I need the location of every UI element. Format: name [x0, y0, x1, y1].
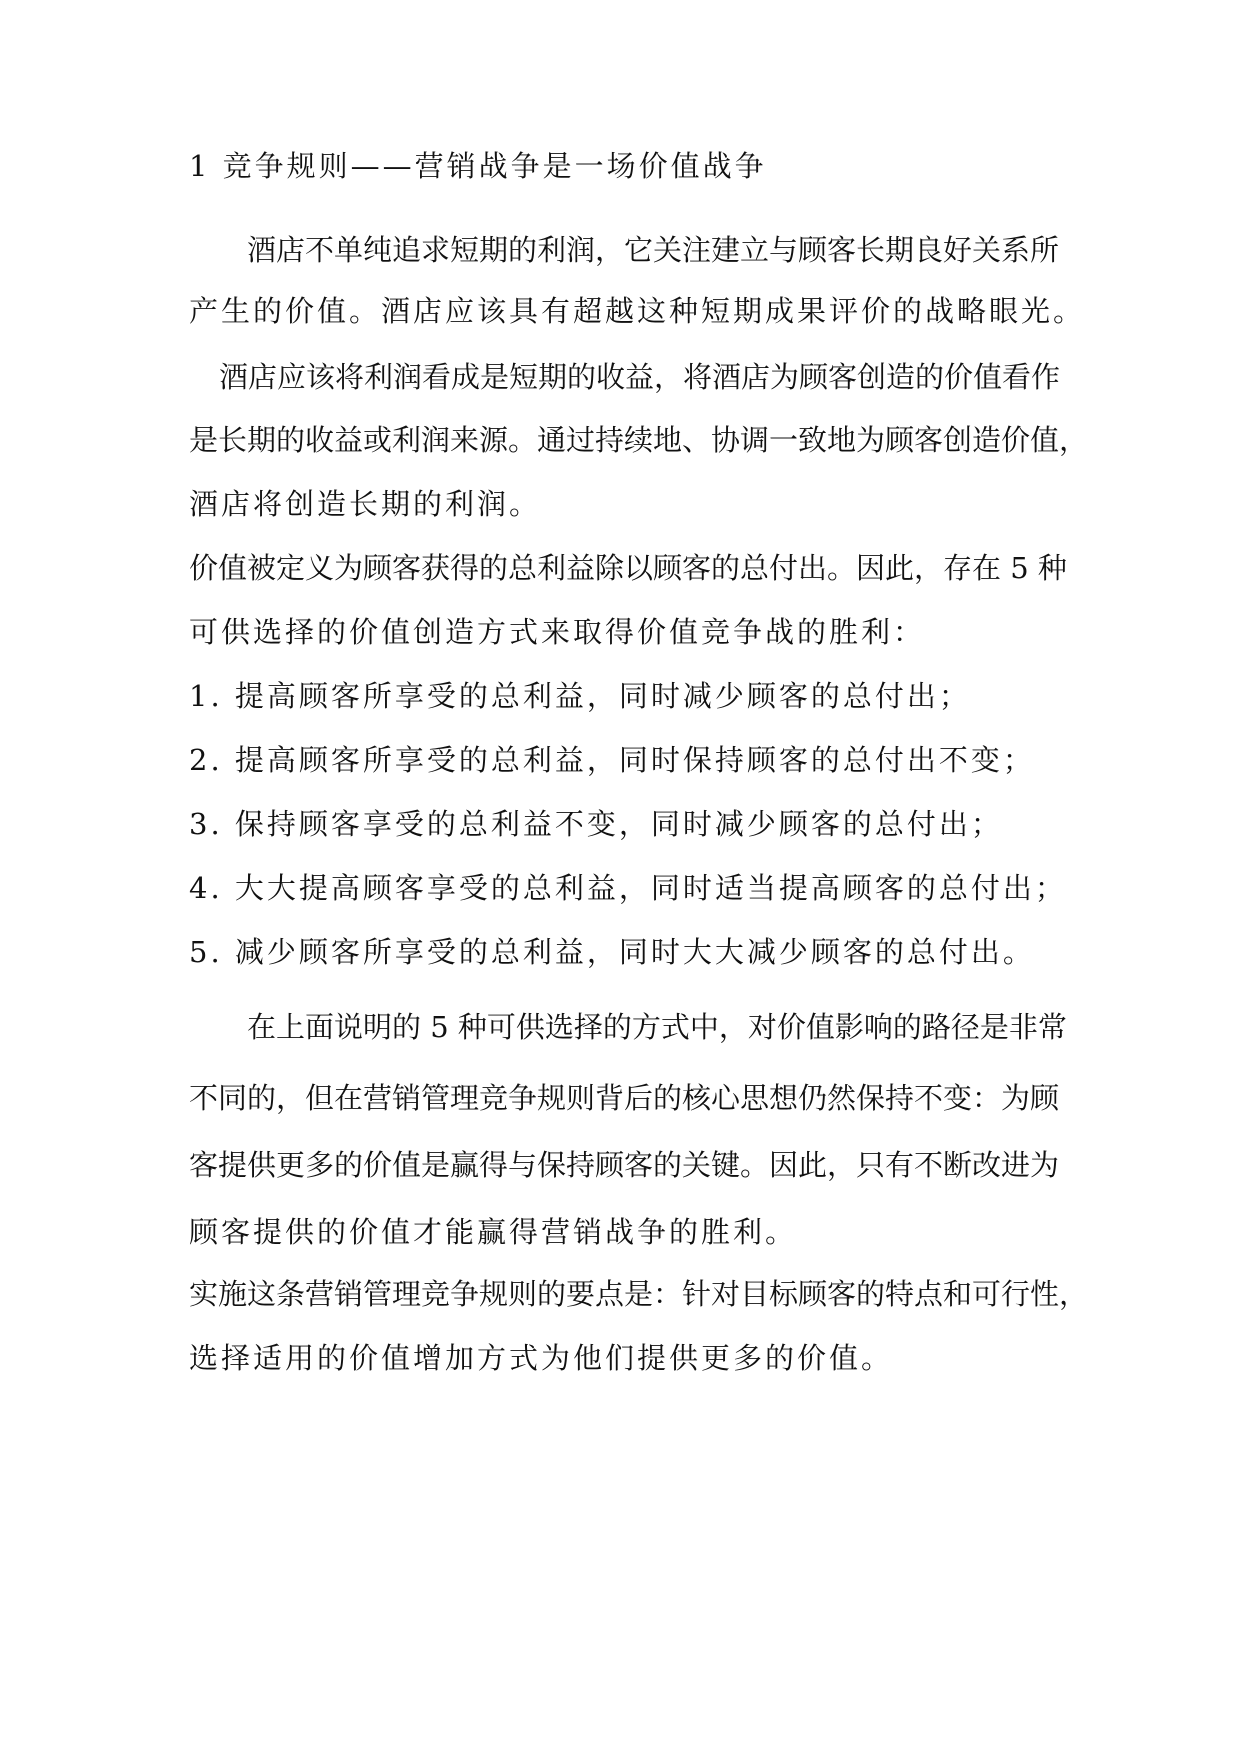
paragraph-2-line-3: 酒店将创造长期的利润。 [189, 487, 542, 521]
list-item-2: 2. 提高顾客所享受的总利益，同时保持顾客的总付出不变； [189, 743, 1035, 777]
paragraph-5-line-1: 实施这条营销管理竞争规则的要点是：针对目标顾客的特点和可行性， [189, 1277, 1089, 1311]
list-item-5: 5. 减少顾客所享受的总利益，同时大大减少顾客的总付出。 [189, 935, 1035, 969]
section-heading: 1 竞争规则——营销战争是一场价值战争 [189, 149, 767, 183]
paragraph-4-line-3: 客提供更多的价值是赢得与保持顾客的关键。因此，只有不断改进为 [189, 1148, 1060, 1182]
paragraph-2-line-1: 酒店应该将利润看成是短期的收益，将酒店为顾客创造的价值看作 [219, 360, 1061, 394]
list-item-3: 3. 保持顾客享受的总利益不变，同时减少顾客的总付出； [189, 807, 1003, 841]
paragraph-3-line-1: 价值被定义为顾客获得的总利益除以顾客的总付出。因此，存在 5 种 [189, 551, 1067, 585]
paragraph-4-line-1: 在上面说明的 5 种可供选择的方式中，对价值影响的路径是非常 [247, 1010, 1067, 1044]
paragraph-4-line-2: 不同的，但在营销管理竞争规则背后的核心思想仍然保持不变：为顾 [189, 1081, 1060, 1115]
paragraph-3-line-2: 可供选择的价值创造方式来取得价值竞争战的胜利： [189, 615, 926, 649]
paragraph-1-line-2: 产生的价值。酒店应该具有超越这种短期成果评价的战略眼光。 [189, 294, 1086, 328]
list-item-4: 4. 大大提高顾客享受的总利益，同时适当提高顾客的总付出； [189, 871, 1067, 905]
paragraph-1-line-1: 酒店不单纯追求短期的利润，它关注建立与顾客长期良好关系所 [247, 233, 1060, 267]
paragraph-5-line-2: 选择适用的价值增加方式为他们提供更多的价值。 [189, 1341, 894, 1375]
list-item-1: 1. 提高顾客所享受的总利益，同时减少顾客的总付出； [189, 679, 971, 713]
paragraph-2-line-2: 是长期的收益或利润来源。通过持续地、协调一致地为顾客创造价值， [189, 423, 1089, 457]
paragraph-4-line-4: 顾客提供的价值才能赢得营销战争的胜利。 [189, 1215, 798, 1249]
